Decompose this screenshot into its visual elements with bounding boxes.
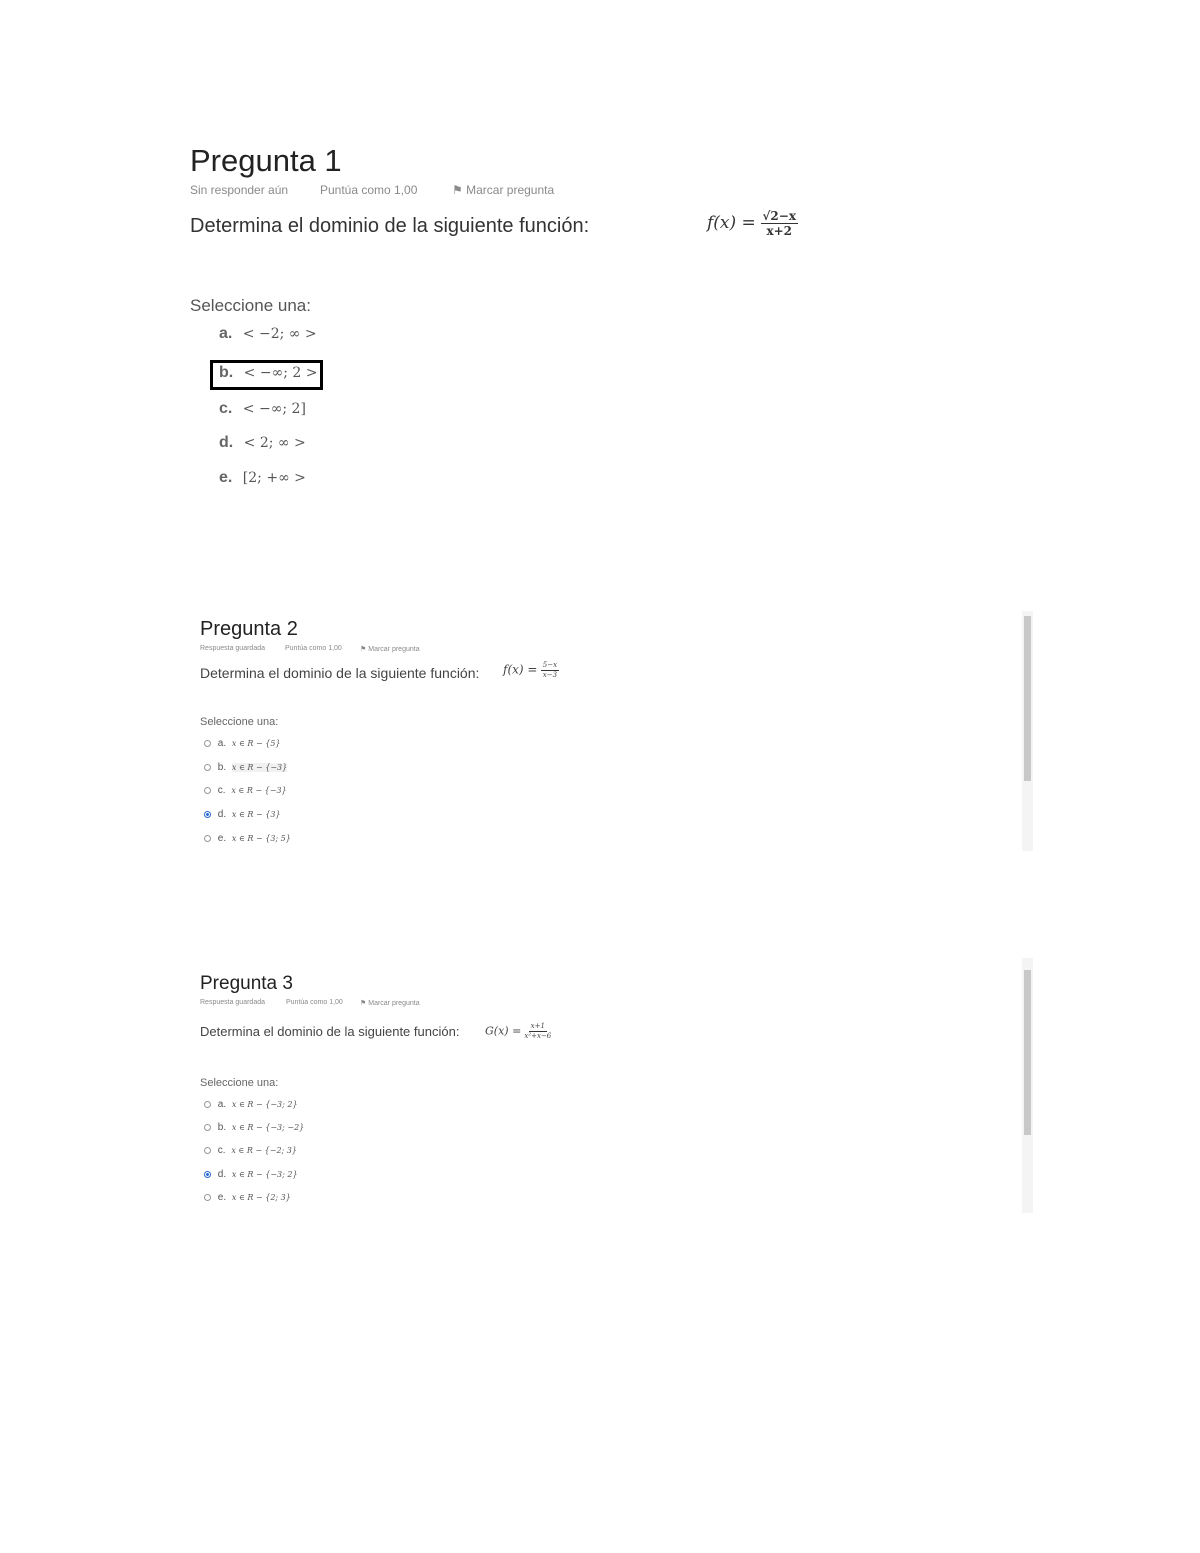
radio-button[interactable] [204,1101,211,1108]
option-b[interactable]: b. < −∞; 2 > [219,364,318,381]
question-1-formula [707,210,798,237]
radio-button[interactable] [204,835,211,842]
scrollbar-thumb[interactable] [1024,616,1031,781]
option-a[interactable]: a. x ∈ R − {5} [204,738,281,749]
question-3-title: Pregunta 3 [200,973,293,994]
radio-button[interactable] [204,1124,211,1131]
flag-icon: ⚑ [360,646,367,653]
option-b[interactable]: b. x ∈ R − {−3; −2} [204,1122,304,1133]
formula-lhs: f(x) = [707,212,756,233]
question-1-points: Puntúa como 1,00 [320,183,418,197]
question-2-prompt: Determina el dominio de la siguiente función: [200,665,480,681]
radio-button[interactable] [204,764,211,771]
option-e[interactable]: e. x ∈ R − {2; 3} [204,1192,291,1203]
question-1-title: Pregunta 1 [190,143,342,178]
question-1-prompt: Determina el dominio de la siguiente función: [190,215,590,237]
question-3-points: Puntúa como 1,00 [286,999,343,1006]
question-1-flag-link[interactable]: ⚑ Marcar pregunta [452,183,555,197]
option-c[interactable]: c. x ∈ R − {−3} [204,785,287,796]
radio-button[interactable] [204,740,211,747]
formula-numerator: x+1 [530,1022,545,1030]
option-d[interactable]: d. x ∈ R − {3} [204,809,281,820]
radio-button-selected[interactable] [204,811,211,818]
scrollbar-thumb[interactable] [1024,970,1031,1135]
formula-lhs: f(x) = [503,662,538,677]
flag-icon: ⚑ [360,1000,367,1007]
question-2-flag-link[interactable]: ⚑ Marcar pregunta [360,646,420,653]
question-1-select-label: Seleccione una: [190,296,311,315]
formula-denominator: x²+x−6 [524,1032,552,1040]
option-a[interactable]: a. x ∈ R − {−3; 2} [204,1099,298,1110]
radio-button[interactable] [204,1194,211,1201]
question-3-scrollbar[interactable] [1022,958,1033,1213]
option-e[interactable]: e. [2; +∞ > [219,469,306,486]
flag-icon: ⚑ [452,183,463,197]
option-e[interactable]: e. x ∈ R − {3; 5} [204,833,291,844]
formula-denominator: x−3 [542,671,558,679]
formula-denominator: x+2 [766,224,793,238]
formula-lhs: G(x) = [485,1024,522,1038]
option-d[interactable]: d. < 2; ∞ > [219,434,306,451]
formula-numerator: 5−x [542,661,558,669]
radio-button-selected[interactable] [204,1171,211,1178]
question-2-formula [503,662,559,679]
question-3-formula [485,1023,551,1040]
question-2-scrollbar[interactable] [1022,611,1033,851]
question-3-flag-link[interactable]: ⚑ Marcar pregunta [360,1000,420,1007]
question-3-status: Respuesta guardada [200,999,265,1006]
question-2-title: Pregunta 2 [200,618,298,640]
radio-button[interactable] [204,787,211,794]
radio-button[interactable] [204,1147,211,1154]
question-2-status: Respuesta guardada [200,645,265,652]
question-2-info [200,645,500,655]
question-3-info [200,999,500,1009]
question-1-status: Sin responder aún [190,183,289,197]
question-3-prompt: Determina el dominio de la siguiente función: [200,1024,460,1039]
option-d[interactable]: d. x ∈ R − {−3; 2} [204,1169,298,1180]
formula-numerator: √2−x [762,209,796,223]
question-2-points: Puntúa como 1,00 [285,645,342,652]
option-c[interactable]: c. x ∈ R − {−2; 3} [204,1145,297,1156]
question-3-select-label: Seleccione una: [200,1077,279,1089]
option-a[interactable]: a. < −2; ∞ > [219,325,317,342]
option-c[interactable]: c. < −∞; 2] [219,400,306,417]
option-b[interactable]: b. x ∈ R − {−3} [204,762,287,773]
question-1-info [190,183,590,199]
question-2-select-label: Seleccione una: [200,716,279,728]
